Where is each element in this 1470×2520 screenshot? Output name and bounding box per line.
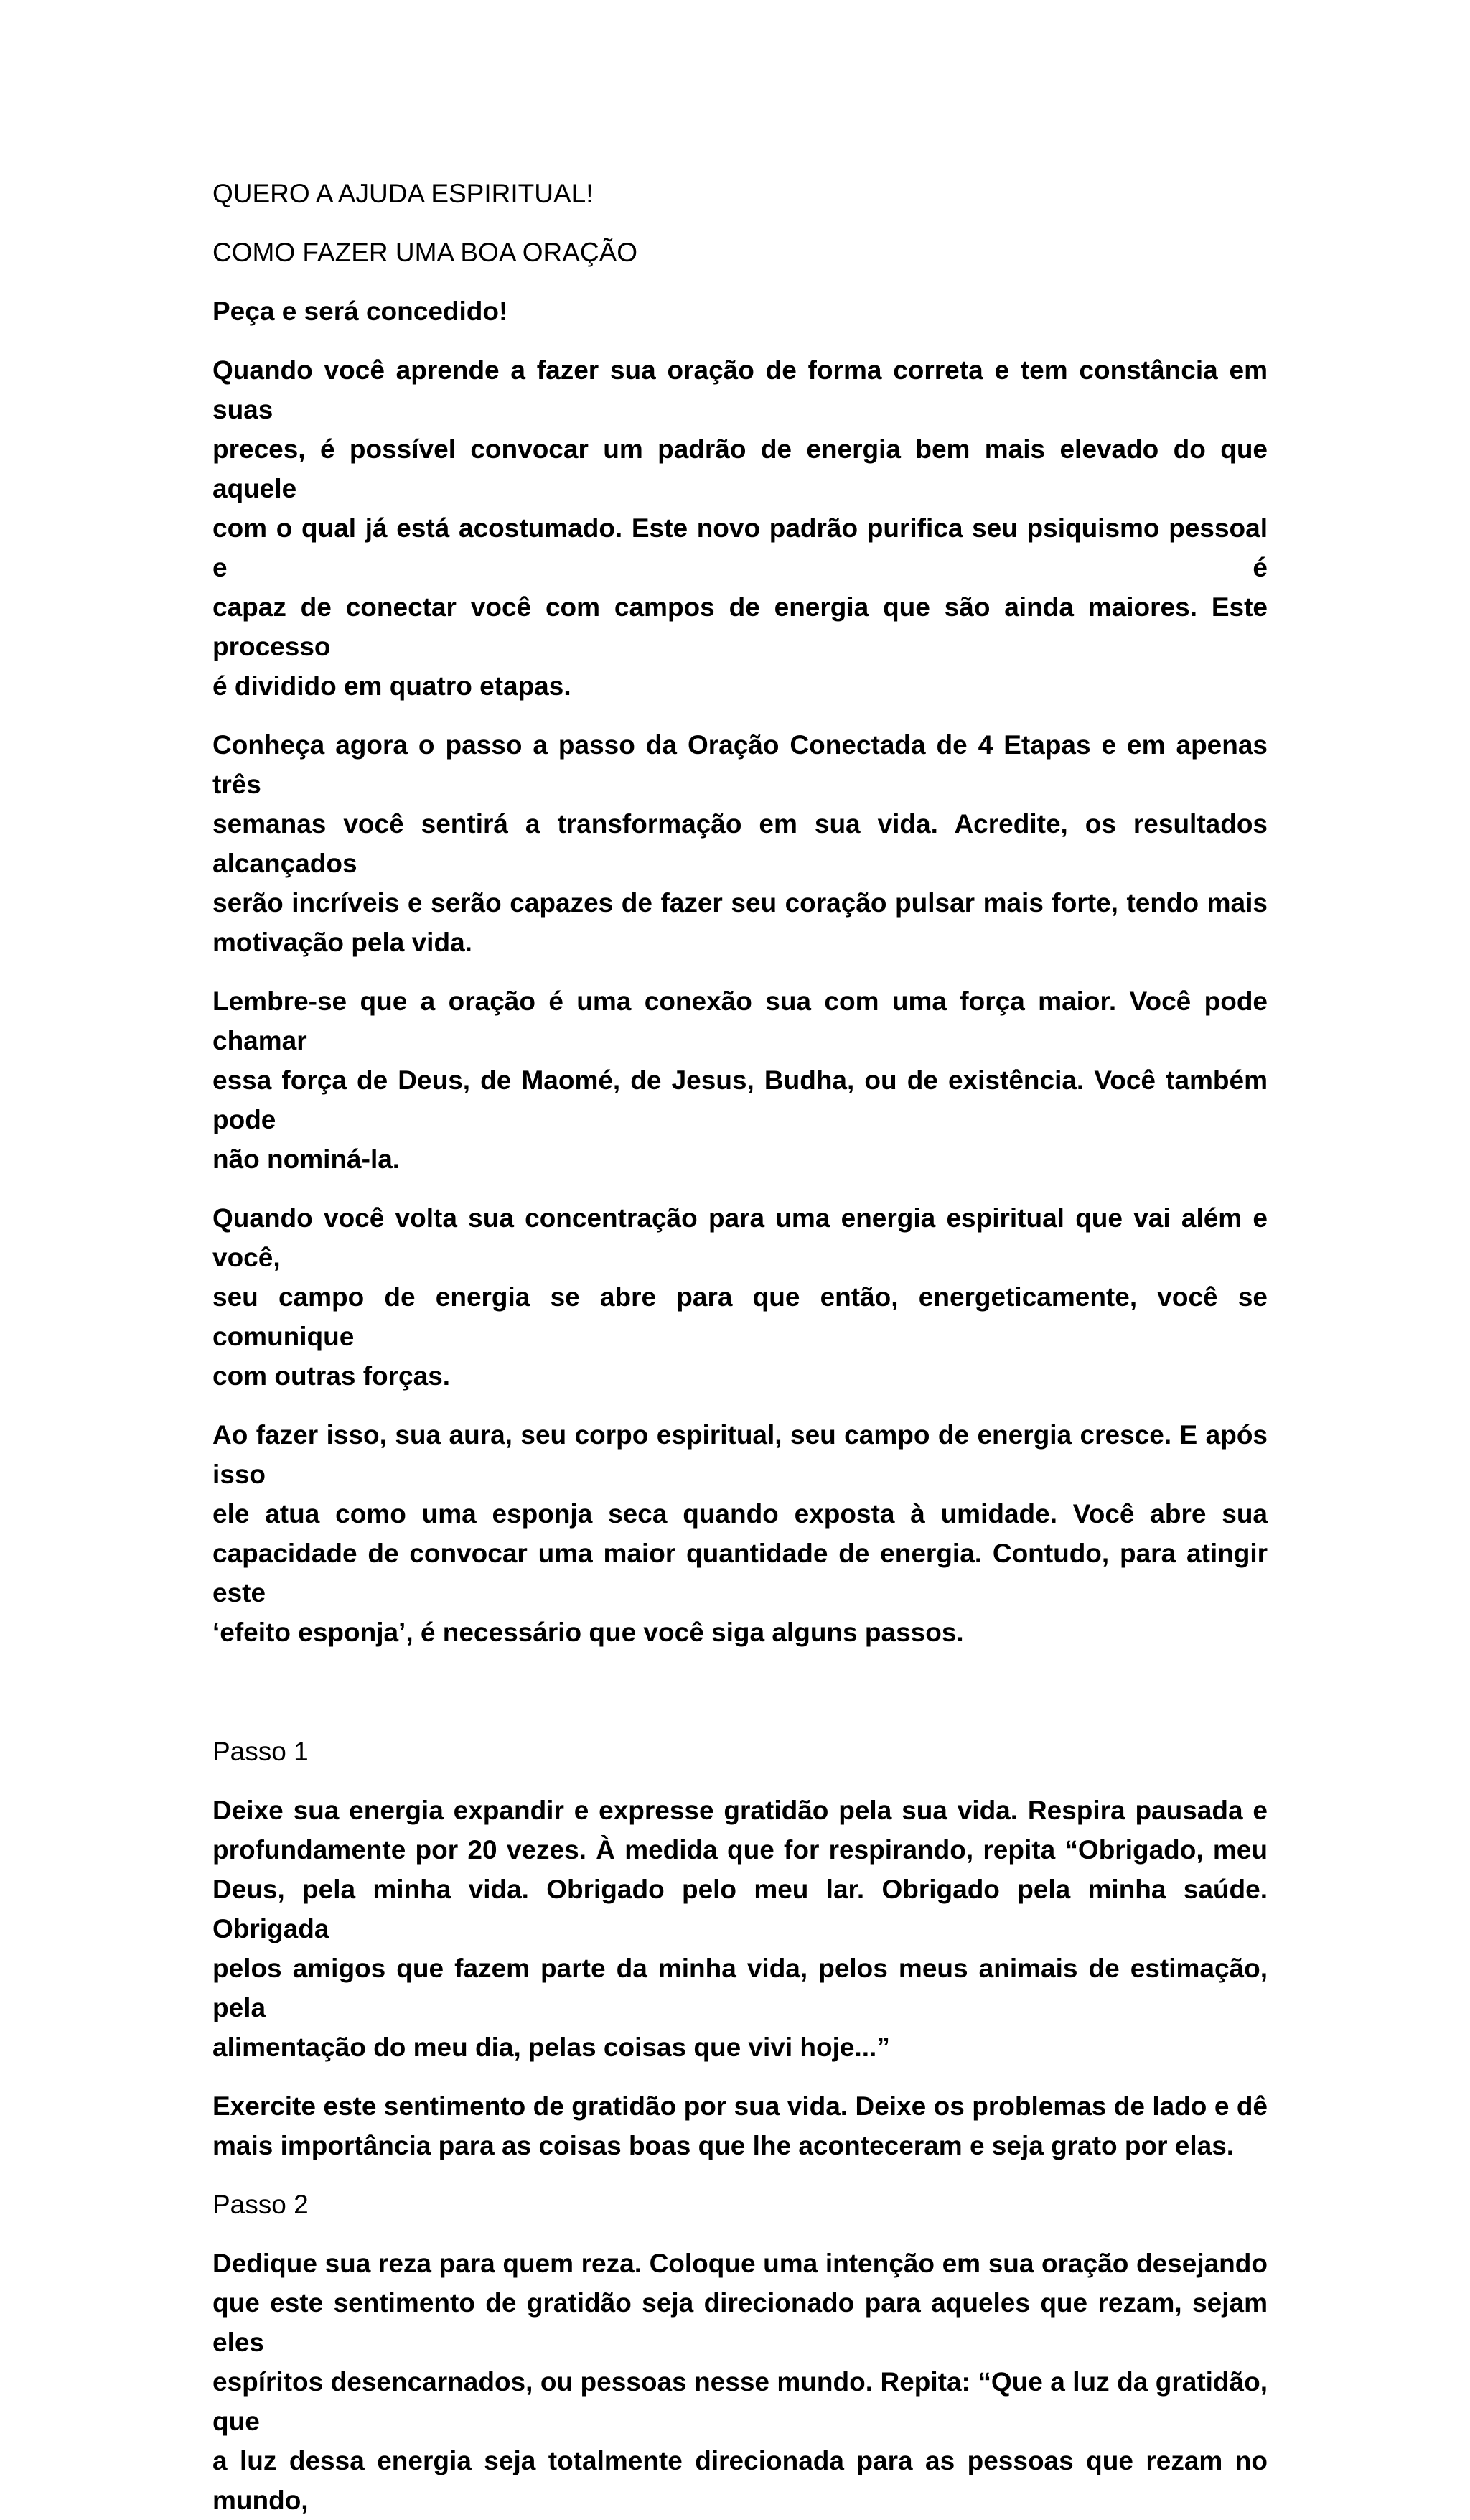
- step-1-paragraph: [212, 2086, 1268, 2165]
- document-subtitle: Peça e será concedido!: [212, 297, 508, 326]
- paragraph-line: profundamente por 20 vezes. À medida que for respirando, repita “Obrigado, meu: [212, 1835, 1268, 1865]
- paragraph-line: alimentação do meu dia, pelas coisas que vivi hoje...”: [212, 2033, 890, 2062]
- paragraph-line: é dividido em quatro etapas.: [212, 671, 571, 701]
- paragraph-line: semanas você sentirá a transformação em sua vida. Acredite, os resultados alcançados: [212, 809, 1268, 878]
- paragraph-line: Lembre-se que a oração é uma conexão sua com uma força maior. Você pode chamar: [212, 986, 1268, 1055]
- paragraph-line: serão incríveis e serão capazes de fazer seu coração pulsar mais forte, tendo mais: [212, 888, 1268, 918]
- paragraph-line: Quando você volta sua concentração para uma energia espiritual que vai além e você,: [212, 1203, 1268, 1272]
- paragraph-line: preces, é possível convocar um padrão de energia bem mais elevado do que aquele: [212, 434, 1268, 503]
- paragraph-line: Deus, pela minha vida. Obrigado pelo meu lar. Obrigado pela minha saúde. Obrigada: [212, 1875, 1268, 1943]
- document-title: COMO FAZER UMA BOA ORAÇÃO: [212, 238, 638, 267]
- paragraph-line: não nominá-la.: [212, 1144, 401, 1174]
- paragraph-line: seu campo de energia se abre para que então, energeticamente, você se comunique: [212, 1282, 1268, 1351]
- paragraph-line: Ao fazer isso, sua aura, seu corpo espiritual, seu campo de energia cresce. E após isso: [212, 1420, 1268, 1489]
- paragraph-line: ‘efeito esponja’, é necessário que você siga alguns passos.: [212, 1618, 964, 1647]
- paragraph-line: Deixe sua energia expandir e expresse gratidão pela sua vida. Respira pausada e: [212, 1796, 1268, 1825]
- paragraph-line: Conheça agora o passo a passo da Oração Conectada de 4 Etapas e em apenas três: [212, 730, 1268, 799]
- paragraph-line: capaz de conectar você com campos de energia que são ainda maiores. Este processo: [212, 592, 1268, 661]
- paragraph-line: mais importância para as coisas boas que lhe aconteceram e seja grato por elas.: [212, 2131, 1235, 2160]
- step-2-label: Passo 2: [212, 2190, 309, 2219]
- paragraph-line: motivação pela vida.: [212, 928, 472, 957]
- paragraph-line: Dedique sua reza para quem reza. Coloque uma intenção em sua oração desejando: [212, 2249, 1268, 2278]
- paragraph-connection: [212, 981, 1268, 1179]
- paragraph-line: Quando você aprende a fazer sua oração de forma correta e tem constância em suas: [212, 355, 1268, 424]
- document-heading: QUERO A AJUDA ESPIRITUAL!: [212, 179, 594, 208]
- step-2-paragraph: [212, 2244, 1268, 2520]
- paragraph-line: Exercite este sentimento de gratidão por sua vida. Deixe os problemas de lado e dê: [212, 2091, 1268, 2121]
- paragraph-intro: [212, 350, 1268, 706]
- step-1-paragraph: [212, 1791, 1268, 2067]
- paragraph-steps-overview: [212, 725, 1268, 962]
- paragraph-line: com outras forças.: [212, 1361, 451, 1391]
- paragraph-sponge-effect: [212, 1415, 1268, 1652]
- step-1-label: Passo 1: [212, 1737, 309, 1766]
- paragraph-line: essa força de Deus, de Maomé, de Jesus, Budha, ou de existência. Você também pode: [212, 1065, 1268, 1134]
- paragraph-line: capacidade de convocar uma maior quantidade de energia. Contudo, para atingir este: [212, 1539, 1268, 1607]
- paragraph-line: com o qual já está acostumado. Este novo padrão purifica seu psiquismo pessoal e é: [212, 513, 1268, 582]
- paragraph-line: pelos amigos que fazem parte da minha vida, pelos meus animais de estimação, pela: [212, 1954, 1268, 2022]
- document-body: [212, 174, 1268, 2520]
- paragraph-line: espíritos desencarnados, ou pessoas nesse mundo. Repita: “Que a luz da gratidão, que: [212, 2367, 1268, 2436]
- paragraph-line: que este sentimento de gratidão seja direcionado para aqueles que rezam, sejam eles: [212, 2288, 1268, 2357]
- paragraph-line: ele atua como uma esponja seca quando exposta à umidade. Você abre sua: [212, 1499, 1268, 1529]
- paragraph-concentration: [212, 1198, 1268, 1396]
- paragraph-line: a luz dessa energia seja totalmente direcionada para as pessoas que rezam no mundo,: [212, 2446, 1268, 2515]
